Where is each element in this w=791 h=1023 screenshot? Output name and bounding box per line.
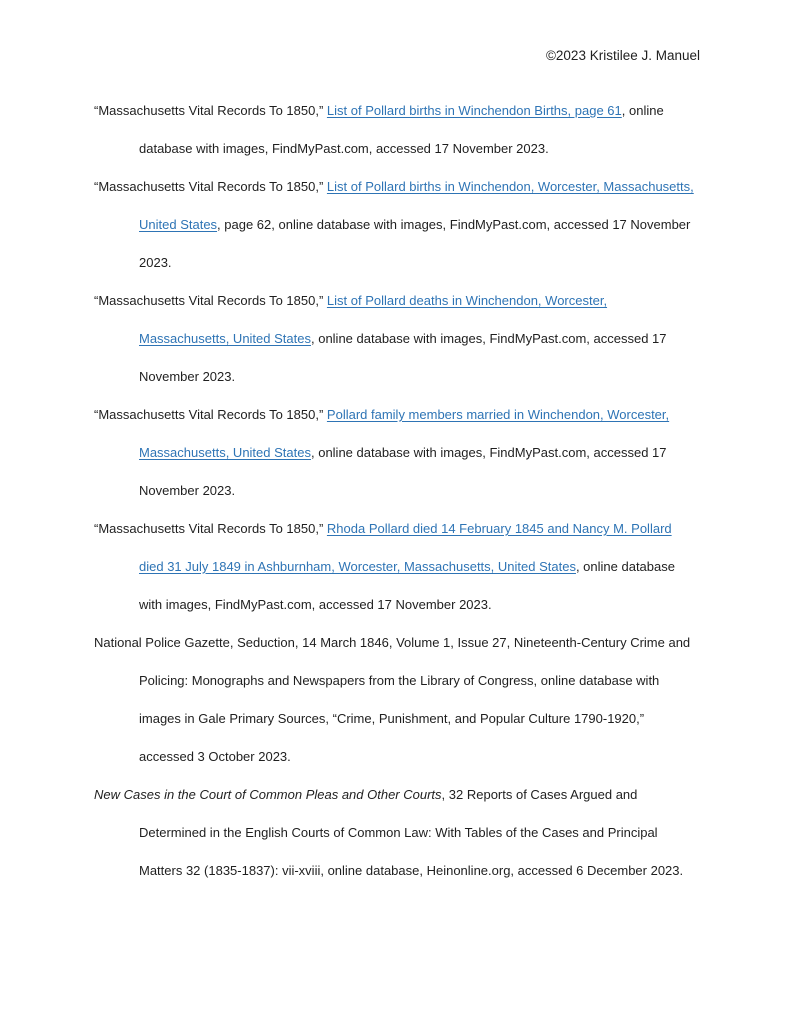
citation-text: , online database with images, FindMyPast.com, accessed 17 November 2023. — [139, 559, 675, 612]
citation-link-pollard-marriages-winchendon[interactable]: Pollard family members married in Winchendon, Worcester, Massachusetts, United States — [139, 407, 670, 460]
citation-vital-records-deaths-winchendon — [94, 282, 698, 396]
citation-link-pollard-deaths-winchendon[interactable]: List of Pollard deaths in Winchendon, Worcester, Massachusetts, United States — [139, 293, 608, 346]
citation-text: “Massachusetts Vital Records To 1850,” — [94, 293, 327, 308]
citation-link-pollard-births-winchendon[interactable]: List of Pollard births in Winchendon, Worcester, Massachusetts, United States — [139, 179, 694, 232]
citation-text: “Massachusetts Vital Records To 1850,” — [94, 521, 327, 536]
citation-vital-records-births-winchendon-p62 — [94, 168, 698, 282]
citation-text: “Massachusetts Vital Records To 1850,” — [94, 179, 327, 194]
citation-title-italic: New Cases in the Court of Common Pleas and Other Courts — [94, 787, 442, 802]
citation-text: , online database with images, FindMyPast.com, accessed 17 November 2023. — [139, 103, 664, 156]
citation-vital-records-marriages-winchendon — [94, 396, 698, 510]
citation-text: , 32 Reports of Cases Argued and Determined in the English Courts of Common Law: With Tables of the Cases and Principal Matters 32 (1835-1837): vii-xviii, online database, Heinonline.org, accessed 6 December 2023. — [139, 787, 684, 878]
citation-text: National Police Gazette, Seduction, 14 March 1846, Volume 1, Issue 27, Nineteenth-Century Crime and Policing: Monographs and Newspapers from the Library of Congress, online database with images in Gale Primary Sources, “Crime, Punishment, and Popular Culture 1790-1920,” accessed 3 October 2023. — [94, 635, 691, 764]
citation-new-cases-common-pleas — [94, 776, 698, 890]
bibliography-list — [94, 92, 698, 890]
citation-link-pollard-births-p61[interactable]: List of Pollard births in Winchendon Births, page 61 — [326, 103, 622, 118]
citation-vital-records-births-winchendon-p61 — [94, 92, 698, 168]
citation-vital-records-rhoda-nancy-pollard — [94, 510, 698, 624]
copyright-header: ©2023 Kristilee J. Manuel — [545, 48, 700, 63]
citation-text: , online database with images, FindMyPast.com, accessed 17 November 2023. — [139, 445, 667, 498]
citation-text: , page 62, online database with images, FindMyPast.com, accessed 17 November 2023. — [139, 217, 691, 270]
citation-text: “Massachusetts Vital Records To 1850,” — [94, 407, 327, 422]
citation-text: “Massachusetts Vital Records To 1850,” — [94, 103, 327, 118]
citation-text: , online database with images, FindMyPast.com, accessed 17 November 2023. — [139, 331, 667, 384]
citation-link-rhoda-nancy-pollard-deaths[interactable]: Rhoda Pollard died 14 February 1845 and Nancy M. Pollard died 31 July 1849 in Ashburnham, Worcester, Massachusetts, United States — [139, 521, 672, 574]
citation-national-police-gazette — [94, 624, 698, 776]
